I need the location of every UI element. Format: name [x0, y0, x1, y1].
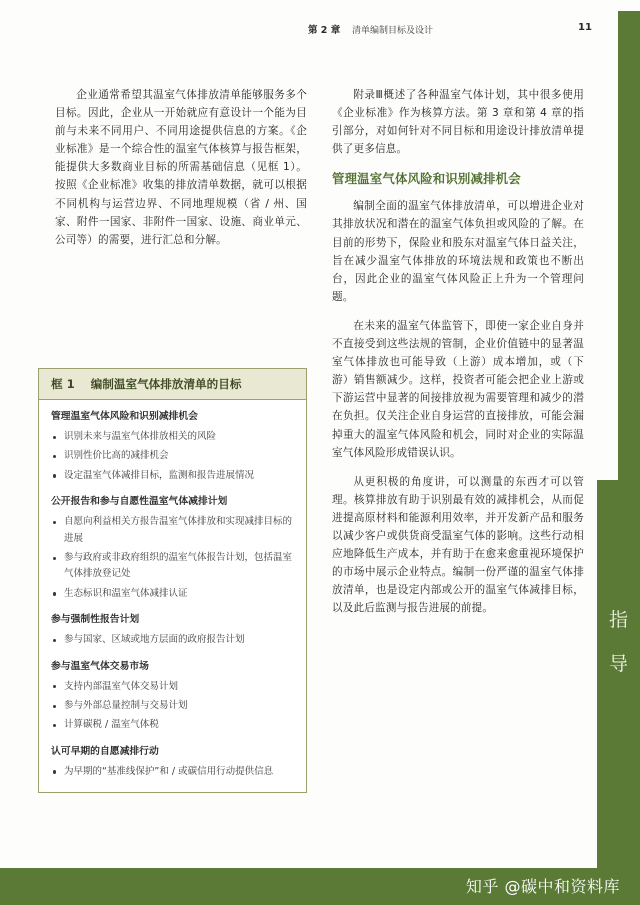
box-group-list	[51, 429, 295, 484]
box-group-title: 认可早期的自愿减排行动	[51, 745, 159, 757]
box-group	[51, 744, 295, 780]
paragraph: 编制全面的温室气体排放清单，可以增进企业对其排放状况和潜在的温室气体负担或风险的了解。在目前的形势下，保险业和股东对温室气体日益关注，旨在减少温室气体排放的环境法规和政策也不断出台，因此企业的温室气体风险正上升为一个管理问题。	[332, 200, 584, 303]
paragraph: 在未来的温室气体监管下，即使一家企业自身并不直接受到这些法规的管制，企业价值链中的显著温室气体排放也可能导致（上游）成本增加，或（下游）销售额减少。这样，投资者可能会把企业上游或下游运营中显著的间接排放视为需要管理和减少的潜在负担。仅关注企业自身运营的直接排放，可能会漏掉重大的温室气体风险和机会，同时对企业的实际温室气体风险形成错误认识。	[332, 319, 584, 459]
box-group-title: 参与强制性报告计划	[51, 614, 140, 626]
thumb-tab-char-1: 指	[608, 609, 628, 631]
right-column	[332, 86, 584, 628]
thumb-tab-char-2: 导	[608, 653, 628, 675]
box-1-body	[39, 400, 306, 792]
running-head-title: 清单编制目标及设计	[352, 25, 434, 36]
paragraph: 从更积极的角度讲，可以测量的东西才可以管理。核算排放有助于识别最有效的减排机会，从而促进提高原材料和能源利用效率，并开发新产品和服务以减少客户或供货商受温室气体的影响。这些行动相应地降低生产成本，并有助于在愈来愈重视环境保护的市场中展示企业特点。编制一份严谨的温室气体排放清单，也是设定内部或公开的温室气体减排目标，以及此后监测与报告进展的前提。	[332, 475, 584, 615]
section-thumb-tab-label	[597, 598, 640, 686]
list-item: 识别未来与温室气体排放相关的风险	[51, 429, 295, 445]
box-group-list	[51, 632, 295, 648]
box-1-title: 编制温室气体排放清单的目标	[90, 377, 242, 391]
section-thumb-tab	[597, 480, 640, 868]
left-column	[55, 86, 307, 260]
list-item: 识别性价比高的减排机会	[51, 448, 295, 464]
list-item: 为早期的“基准线保护”和 / 或碳信用行动提供信息	[51, 764, 295, 780]
box-group-list	[51, 514, 295, 602]
list-item: 参与国家、区域或地方层面的政府报告计划	[51, 632, 295, 648]
list-item: 计算碳税 / 温室气体税	[51, 717, 295, 733]
paragraph: 附录Ⅲ概述了各种温室气体计划，其中很多使用《企业标准》作为核算方法。第 3 章和第 4 章的指引部分，对如何针对不同目标和用途设计排放清单提供了更多信息。	[332, 89, 584, 156]
list-item: 参与外部总量控制与交易计划	[51, 698, 295, 714]
box-group-title: 管理温室气体风险和识别减排机会	[51, 411, 198, 422]
box-group	[51, 409, 295, 484]
paragraph: 企业通常希望其温室气体排放清单能够服务多个目标。因此，企业从一开始就应有意设计一个能为目前与未来不同用户、不同用途提供信息的方案。《企业标准》是一个综合性的温室气体核算与报告框架，能提供大多数商业目标的所需基础信息（见框 1）。按照《企业标准》收集的排放清单数据，就可以根据不同机构与运营边界、不同地理规模（省 / 州、国家、附件一国家、非附件一国家、设施、商业单元、公司等）的需要，进行汇总和分解。	[55, 89, 307, 246]
running-head-chapter: 第 2 章	[308, 25, 341, 36]
list-item: 参与政府或非政府组织的温室气体报告计划，包括温室气体排放登记处	[51, 550, 295, 583]
box-group-title: 参与温室气体交易市场	[51, 660, 149, 672]
running-head	[0, 22, 592, 40]
box-group-list	[51, 679, 295, 734]
box-group	[51, 494, 295, 602]
section-heading: 管理温室气体风险和识别减排机会	[332, 171, 521, 187]
box-1	[38, 368, 307, 793]
list-item: 设定温室气体减排目标，监测和报告进展情况	[51, 468, 295, 484]
box-1-label: 框 1	[51, 377, 75, 391]
page-number: 11	[578, 22, 592, 33]
watermark-text: 知乎 @碳中和资料库	[465, 877, 620, 896]
list-item: 生态标识和温室气体减排认证	[51, 586, 295, 602]
box-group	[51, 612, 295, 648]
box-group	[51, 659, 295, 734]
box-group-list	[51, 764, 295, 780]
page-edge-strip	[618, 11, 640, 480]
box-1-header	[39, 369, 306, 400]
list-item: 支持内部温室气体交易计划	[51, 679, 295, 695]
box-group-title: 公开报告和参与自愿性温室气体减排计划	[51, 496, 228, 508]
list-item: 自愿向利益相关方报告温室气体排放和实现减排目标的进展	[51, 514, 295, 547]
watermark-bar	[0, 868, 640, 905]
